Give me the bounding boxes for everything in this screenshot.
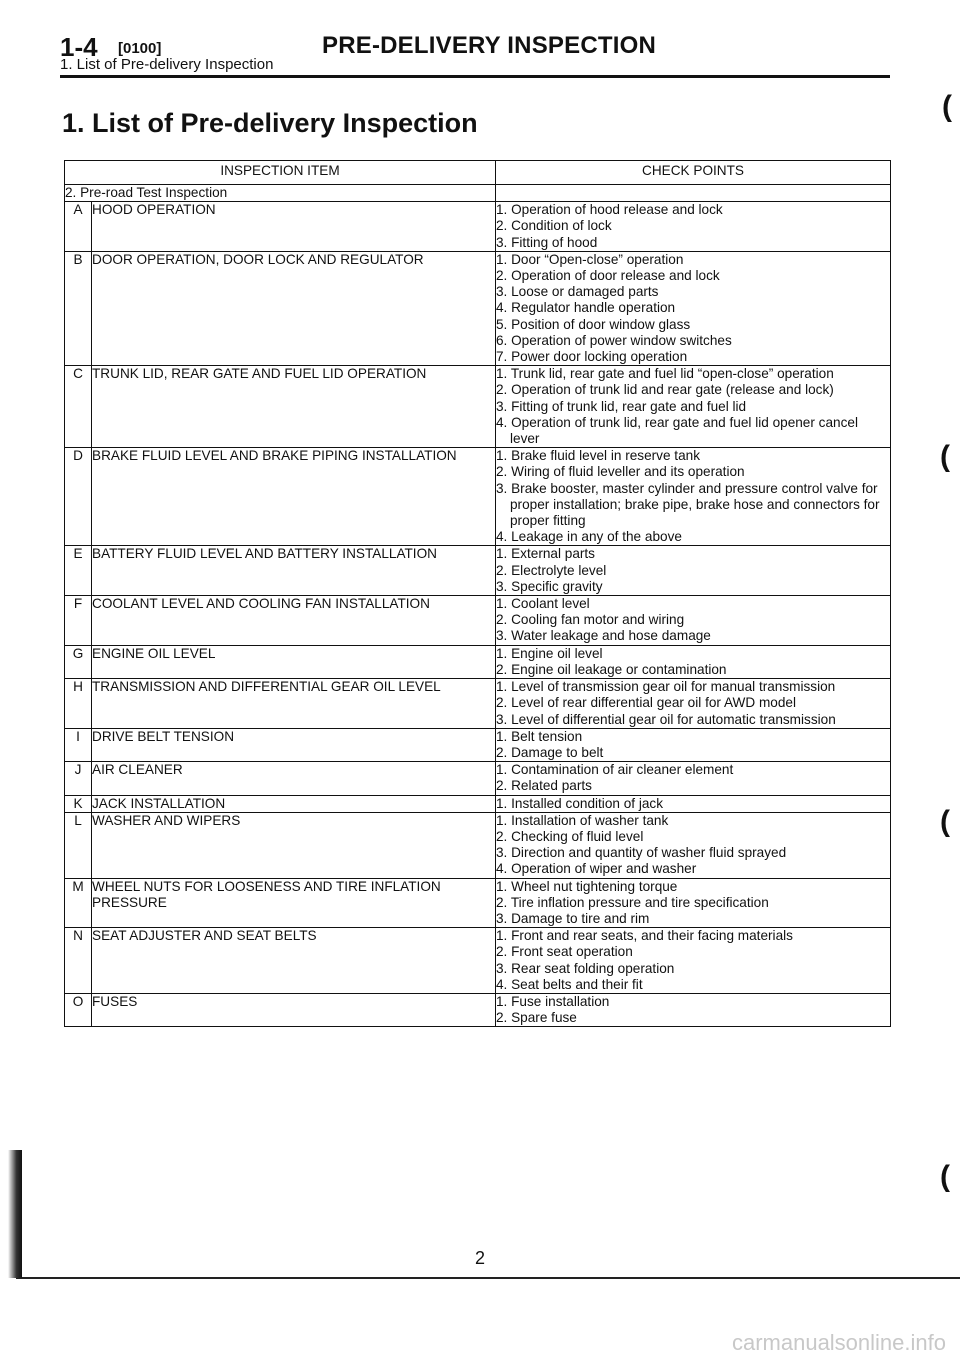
table-row	[65, 366, 891, 448]
inspection-item: TRUNK LID, REAR GATE AND FUEL LID OPERATION	[92, 366, 496, 448]
inspection-item: ENGINE OIL LEVEL	[92, 645, 496, 678]
table-row	[65, 795, 891, 812]
header-subtitle: 1. List of Pre-delivery Inspection	[60, 56, 274, 73]
section-reference: [0100]	[118, 40, 162, 57]
inspection-item: JACK INSTALLATION	[92, 795, 496, 812]
inspection-item: DOOR OPERATION, DOOR LOCK AND REGULATOR	[92, 251, 496, 365]
check-point: 2. Front seat operation	[496, 944, 633, 960]
check-points	[496, 762, 891, 795]
check-point: 1. Trunk lid, rear gate and fuel lid “open-close” operation	[496, 366, 834, 382]
inspection-item: COOLANT LEVEL AND COOLING FAN INSTALLATION	[92, 596, 496, 646]
check-points	[496, 645, 891, 678]
inspection-item: WASHER AND WIPERS	[92, 812, 496, 878]
inspection-item: FUSES	[92, 993, 496, 1026]
table-row	[65, 645, 891, 678]
check-point: 5. Position of door window glass	[496, 316, 691, 332]
group-label: 2. Pre-road Test Inspection	[65, 185, 496, 202]
check-point: 4. Seat belts and their fit	[496, 976, 643, 992]
check-point: 2. Condition of lock	[496, 218, 612, 234]
section-title: PRE-DELIVERY INSPECTION	[322, 32, 656, 59]
check-point: 1. Level of transmission gear oil for manual transmission	[496, 679, 836, 695]
margin-bracket-mark: (	[942, 90, 952, 123]
check-point: 1. Coolant level	[496, 596, 590, 612]
table-header-row	[65, 161, 891, 185]
row-letter: A	[65, 202, 92, 252]
row-letter: C	[65, 366, 92, 448]
check-point: 2. Damage to belt	[496, 744, 604, 760]
column-header-inspection-item: INSPECTION ITEM	[65, 161, 496, 185]
check-point: 3. Water leakage and hose damage	[496, 628, 711, 644]
table-row	[65, 878, 891, 928]
row-letter: E	[65, 546, 92, 596]
binding-shadow	[8, 1150, 22, 1278]
inspection-item: SEAT ADJUSTER AND SEAT BELTS	[92, 928, 496, 994]
margin-bracket-mark: (	[940, 440, 950, 473]
check-point: 2. Engine oil leakage or contamination	[496, 661, 727, 677]
column-header-check-points: CHECK POINTS	[496, 161, 891, 185]
row-letter: M	[65, 878, 92, 928]
table-row	[65, 546, 891, 596]
check-point: 3. Damage to tire and rim	[496, 910, 650, 926]
check-points	[496, 878, 891, 928]
check-point: 3. Fitting of hood	[496, 234, 598, 250]
table-row	[65, 928, 891, 994]
check-point: 2. Tire inflation pressure and tire specification	[496, 894, 769, 910]
check-points	[496, 202, 891, 252]
group-points-empty	[496, 185, 891, 202]
check-point: 1. Engine oil level	[496, 645, 603, 661]
check-point: 1. Installed condition of jack	[496, 795, 664, 811]
check-point: 2. Operation of door release and lock	[496, 268, 720, 284]
check-point: 2. Spare fuse	[496, 1010, 577, 1026]
check-points	[496, 728, 891, 761]
table-row	[65, 202, 891, 252]
page-code: 1-4	[60, 32, 98, 62]
header-rule	[60, 75, 890, 78]
table-row	[65, 812, 891, 878]
row-letter: G	[65, 645, 92, 678]
check-point: 3. Brake booster, master cylinder and pressure control valve for proper installation; brake pipe, brake hose and connectors for proper fitting	[496, 480, 880, 529]
page-title: 1. List of Pre-delivery Inspection	[62, 108, 478, 138]
check-point: 1. Installation of washer tank	[496, 812, 669, 828]
check-point: 3. Direction and quantity of washer fluid sprayed	[496, 845, 787, 861]
check-point: 2. Cooling fan motor and wiring	[496, 612, 685, 628]
check-points	[496, 366, 891, 448]
inspection-item: TRANSMISSION AND DIFFERENTIAL GEAR OIL LEVEL	[92, 679, 496, 729]
row-letter: D	[65, 448, 92, 546]
check-point: 1. Operation of hood release and lock	[496, 202, 723, 218]
check-point: 2. Checking of fluid level	[496, 828, 644, 844]
check-point: 4. Operation of trunk lid, rear gate and fuel lid opener cancel lever	[496, 414, 858, 447]
check-point: 6. Operation of power window switches	[496, 332, 732, 348]
check-point: 1. Front and rear seats, and their facing materials	[496, 928, 793, 944]
margin-bracket-mark: (	[940, 1160, 950, 1193]
check-point: 2. Level of rear differential gear oil for AWD model	[496, 695, 796, 711]
check-points	[496, 448, 891, 546]
row-letter: H	[65, 679, 92, 729]
check-point: 1. Brake fluid level in reserve tank	[496, 448, 701, 464]
check-points	[496, 795, 891, 812]
table-row	[65, 728, 891, 761]
page-number: 2	[474, 1248, 485, 1268]
row-letter: F	[65, 596, 92, 646]
inspection-item: BRAKE FLUID LEVEL AND BRAKE PIPING INSTALLATION	[92, 448, 496, 546]
check-point: 3. Loose or damaged parts	[496, 284, 659, 300]
inspection-table	[64, 160, 891, 1027]
table-row	[65, 993, 891, 1026]
check-point: 1. Contamination of air cleaner element	[496, 762, 734, 778]
check-point: 1. Door “Open-close” operation	[496, 251, 684, 267]
inspection-item: WHEEL NUTS FOR LOOSENESS AND TIRE INFLATION PRESSURE	[92, 878, 496, 928]
check-point: 1. Belt tension	[496, 728, 583, 744]
check-point: 2. Related parts	[496, 778, 592, 794]
check-point: 4. Regulator handle operation	[496, 300, 676, 316]
row-letter: B	[65, 251, 92, 365]
check-point: 2. Operation of trunk lid and rear gate (release and lock)	[496, 382, 834, 398]
footer-rule	[16, 1277, 960, 1279]
check-point: 2. Wiring of fluid leveller and its operation	[496, 464, 745, 480]
row-letter: J	[65, 762, 92, 795]
check-point: 1. Wheel nut tightening torque	[496, 878, 678, 894]
row-letter: N	[65, 928, 92, 994]
table-row	[65, 448, 891, 546]
check-points	[496, 679, 891, 729]
check-point: 4. Leakage in any of the above	[496, 529, 682, 545]
check-point: 3. Fitting of trunk lid, rear gate and fuel lid	[496, 398, 747, 414]
check-points	[496, 812, 891, 878]
check-point: 4. Operation of wiper and washer	[496, 861, 697, 877]
inspection-item: BATTERY FLUID LEVEL AND BATTERY INSTALLATION	[92, 546, 496, 596]
check-point: 7. Power door locking operation	[496, 349, 688, 365]
watermark: carmanualsonline.info	[731, 1330, 946, 1355]
table-row	[65, 679, 891, 729]
check-point: 3. Specific gravity	[496, 578, 603, 594]
check-points	[496, 596, 891, 646]
check-point: 2. Electrolyte level	[496, 562, 607, 578]
row-letter: I	[65, 728, 92, 761]
row-letter: L	[65, 812, 92, 878]
group-row	[65, 185, 891, 202]
table-row	[65, 762, 891, 795]
check-points	[496, 546, 891, 596]
check-points	[496, 251, 891, 365]
check-points	[496, 928, 891, 994]
check-points	[496, 993, 891, 1026]
inspection-item: HOOD OPERATION	[92, 202, 496, 252]
inspection-item: DRIVE BELT TENSION	[92, 728, 496, 761]
inspection-item: AIR CLEANER	[92, 762, 496, 795]
check-point: 3. Level of differential gear oil for automatic transmission	[496, 711, 836, 727]
table-row	[65, 251, 891, 365]
margin-bracket-mark: (	[940, 805, 950, 838]
row-letter: K	[65, 795, 92, 812]
check-point: 1. Fuse installation	[496, 993, 610, 1009]
check-point: 1. External parts	[496, 546, 595, 562]
check-point: 3. Rear seat folding operation	[496, 960, 675, 976]
row-letter: O	[65, 993, 92, 1026]
table-row	[65, 596, 891, 646]
